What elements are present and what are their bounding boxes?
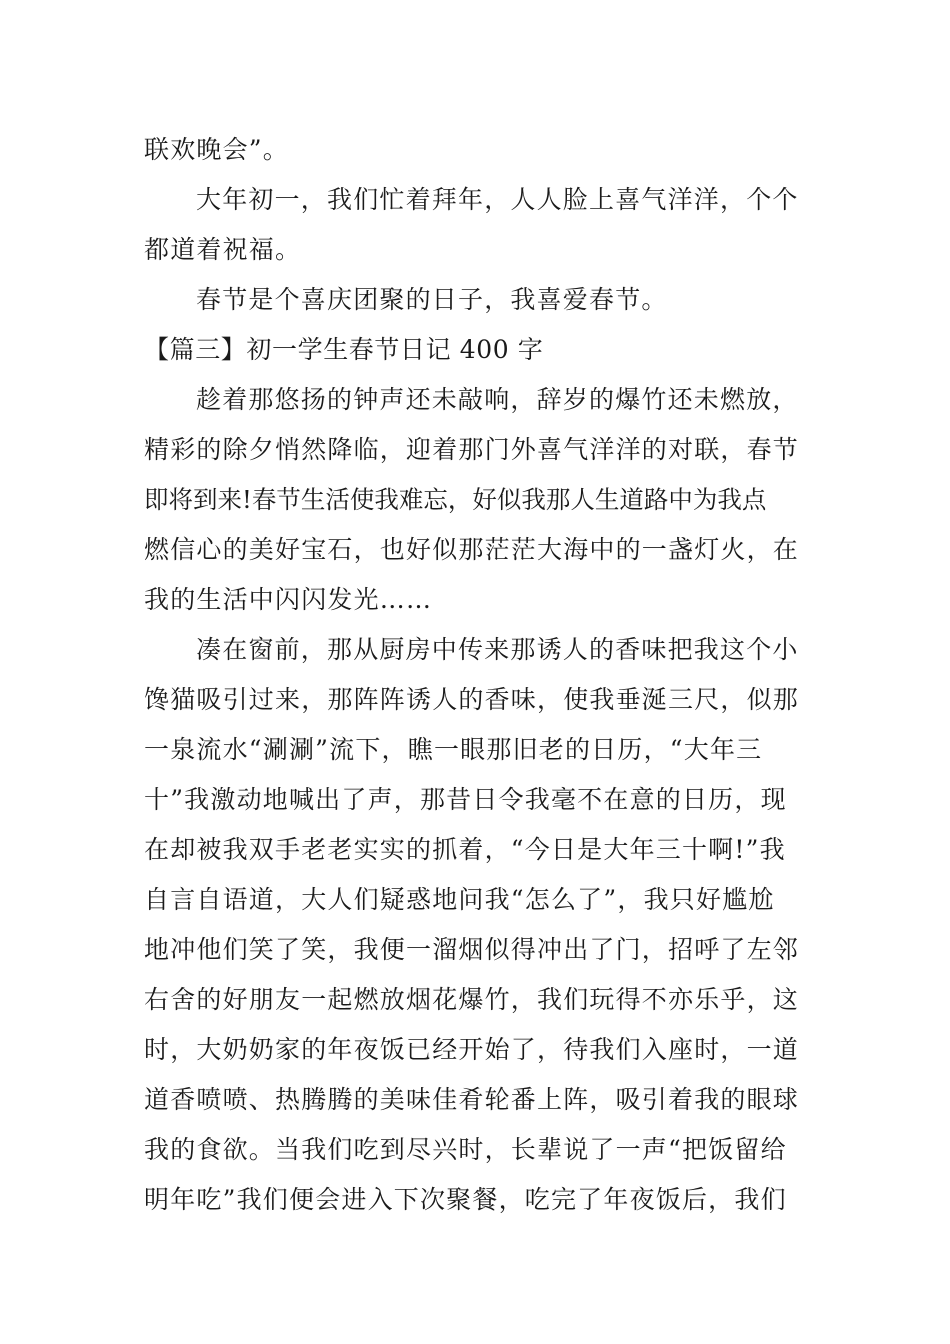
text-line: 右舍的好朋友一起燃放烟花爆竹，我们玩得不亦乐乎，这 xyxy=(144,985,800,1014)
text-line: 精彩的除夕悄然降临，迎着那门外喜气洋洋的对联，春节 xyxy=(144,435,800,464)
text-line: 燃信心的美好宝石，也好似那茫茫大海中的一盏灯火，在 xyxy=(144,535,800,564)
text-line: 即将到来!春节生活使我难忘，好似我那人生道路中为我点 xyxy=(144,485,767,514)
text-line: 在却被我双手老老实实的抓着，“今日是大年三十啊!”我 xyxy=(144,835,786,864)
text-line: 都道着祝福。 xyxy=(144,235,302,264)
text-line: 自言自语道，大人们疑惑地问我“怎么了”，我只好尴尬 xyxy=(144,885,775,914)
text-line: 春节是个喜庆团聚的日子，我喜爱春节。 xyxy=(196,285,668,314)
text-line: 趁着那悠扬的钟声还未敲响，辞岁的爆竹还未燃放， xyxy=(196,385,799,414)
text-line: 时，大奶奶家的年夜饭已经开始了，待我们入座时，一道 xyxy=(144,1035,800,1064)
text-line: 馋猫吸引过来，那阵阵诱人的香味，使我垂涎三尺，似那 xyxy=(144,685,800,714)
text-line: 一泉流水“涮涮”流下，瞧一眼那旧老的日历，“大年三 xyxy=(144,735,763,764)
text-line: 地冲他们笑了笑，我便一溜烟似得冲出了门，招呼了左邻 xyxy=(144,935,800,964)
text-line: 联欢晚会”。 xyxy=(144,135,289,164)
section-heading: 【篇三】初一学生春节日记 400 字 xyxy=(144,335,544,364)
text-line: 十”我激动地喊出了声，那昔日令我毫不在意的日历，现 xyxy=(144,785,787,814)
text-line: 凑在窗前，那从厨房中传来那诱人的香味把我这个小 xyxy=(196,635,799,664)
text-line: 我的生活中闪闪发光…… xyxy=(144,585,433,614)
text-line: 明年吃”我们便会进入下次聚餐，吃完了年夜饭后，我们 xyxy=(144,1185,787,1214)
text-line: 大年初一，我们忙着拜年，人人脸上喜气洋洋，个个 xyxy=(196,185,799,214)
text-line: 道香喷喷、热腾腾的美味佳肴轮番上阵，吸引着我的眼球 xyxy=(144,1085,800,1114)
text-line: 我的食欲。当我们吃到尽兴时，长辈说了一声“把饭留给 xyxy=(144,1135,787,1164)
